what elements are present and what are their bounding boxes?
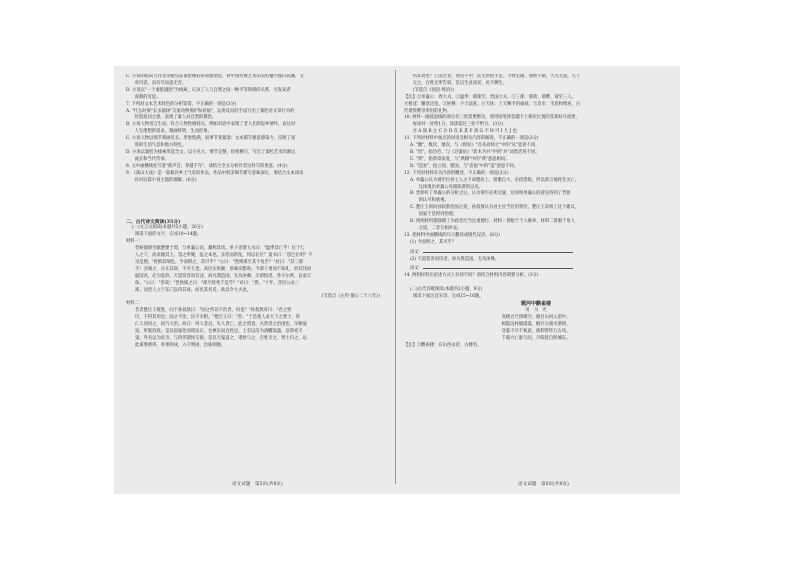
text-line: 你对这篇小说主题的理解。(6分) <box>126 177 197 183</box>
question-13-2-answer <box>404 263 668 273</box>
text-line: 【注】①单襄公：周大夫。②温季：即郤至，晋国大夫。③三郤：郤锜、郤犨、郤至三人。 <box>404 94 576 100</box>
material-2-line: 退，听狱治政，是以国家治而刑法正，仓廪实而百姓足，上有以洁为酒醴粢盛，以祭祀天 <box>135 329 303 334</box>
material-2-continued <box>404 74 668 115</box>
text-line: 9. 《蒿山大戏》是一篇极具乡土气息的作品，作品中很多细节描写意味深长，请结合文本谈谈 <box>126 170 304 176</box>
text-line: 代诸侯聘享所用的礼物。 <box>404 108 452 114</box>
option-line: 的认可和重视。 <box>410 198 449 204</box>
left-page <box>126 74 390 478</box>
text-line: 章内容，而有尽而意无穷。 <box>126 80 187 86</box>
text-line: B. 小说人物语言生动，符合人物性格特点。例如对话中表现了老人们的思乡情怀，表达对 <box>126 122 296 128</box>
text-line: 人生理想的追求，刻画鲜明，生动形象。 <box>126 129 212 135</box>
poem-author: 司 马 光 <box>525 308 547 313</box>
question-10-cont: 每涂对一处给1分，涂黑超过三处不给分。(3分) <box>404 122 504 128</box>
text-line: D. 小说以"一个秦腔剧团"为线索，记录了人与自然之间一种平等和谐的关系，引发读者 <box>126 87 291 93</box>
sub1-intro: 阅读下面的文字，完成10~14题。 <box>135 232 202 238</box>
material-1-line: 郤。而晋人立于东门以待其成，而伏其名焉，欲以令大夫也。 <box>135 287 252 293</box>
text-line: 7. 下列对文本艺术特色的分析鉴赏，不正确的一项是(3分) <box>126 101 237 107</box>
poem-line: 高楼百尺倚晴空，极目山河入望中。 <box>501 314 571 320</box>
page-divider <box>395 70 396 484</box>
material-2-text <box>126 308 390 349</box>
material-1-line: 休。"公曰："善哉！"晋侯闻之曰："郤至将死于是乎？"对曰："然。"十年，晋厉公杀三 <box>135 280 300 286</box>
question-10-options: 吾 A 闻 B 之 C 兵 D 在 E 其 F 颈 G 不 H 可 I 久 J 也 <box>404 129 517 135</box>
material-1-label: 材料一： <box>126 239 144 245</box>
text-line: C. 小说的结局写作者亲眼见证秦腔精彩的表演情景，将中国传统艺术的美好魅力推向高潮，文 <box>126 74 304 79</box>
text-line: 厚的生活气息和地方特色。 <box>126 143 187 149</box>
translation-label: 译文： <box>410 266 423 272</box>
option-line: C. "典"，指典章法度，与"典籍"中的"典"意思相同。 <box>410 156 510 162</box>
material-2-line: 仁人而用之，国乃大治。故曰：得人者昌，失人者亡，此之谓也。夫贤者之治国也，早朝晏 <box>135 322 307 328</box>
question-14: 14. 两则材料在论述方式上有何不同？请结合材料内容简要分析。(3分) <box>404 273 539 279</box>
question-11: 11. 下列对材料中加点的词语及相关内容的解说，不正确的一项是(3分) <box>404 136 539 142</box>
sub1-title: (一)文言文阅读(本题共5小题，20分) <box>132 225 203 231</box>
poem-line: 登临不尽千秋意，俯仰常怀万古风。 <box>501 328 571 334</box>
question-11-options <box>404 143 668 171</box>
text-line: C. 小说人物以细节刻画见长，形象饱满，叙事节奏紧凑；文本描写极富感染力，反映了深 <box>126 136 296 142</box>
option-line: A. 单襄公认为郤至位居七人之下却想居上，骄傲自大，必招怨恨，所以预言他将会灭亡， <box>410 177 580 183</box>
poem-note: 【注】①鹳雀楼：在山西永济，古楼名。 <box>404 342 482 348</box>
answer-space <box>126 185 390 219</box>
text-line: 深刻的反思。 <box>126 94 161 100</box>
material-1-text <box>126 246 390 294</box>
sub2-intro: 阅读下面这首宋诗，完成15~16题。 <box>413 294 484 300</box>
option-line: 之道，二者互相补充。 <box>410 225 462 231</box>
text-line: ④慆淫：懈怠过度。⑤匪彝：不合法度。⑥天休：上天赐予的福禄。⑦皮币：毛皮和缯帛，古 <box>404 101 581 107</box>
translation-label: 译文： <box>410 249 423 255</box>
question-10: 10. 材料一画波浪线的部分有三处需要断句，请用铅笔将答题卡上相应位置的答案标号涂黑， <box>404 115 580 121</box>
option-line: 这体现出单襄公见微知著的远见。 <box>410 184 484 190</box>
material-1-source: (节选自《左传·僖公二十八年》) <box>321 294 380 300</box>
text-line: 8. 文中画横线处写道"那声音，穿越千年"，请结合全文分析作者这样写的用意。(4分) <box>126 163 288 169</box>
material-2-line: 鬼；外有以为皮币，与四邻诸侯交接。是以天鬼富之，诸侯与之，百姓亲之，贤士归之，以 <box>135 335 307 341</box>
footer-page-5: 语文试题 第5页(共8页) <box>232 482 283 487</box>
footer-page-6: 语文试题 第6页(共8页) <box>518 482 569 487</box>
material-2-label: 材料二： <box>126 301 144 307</box>
poem-line: 千载兴亡谁与问，夕阳犹自照城东。 <box>501 335 571 341</box>
material-1-line: 人之下，而求掩其上。怨之所聚，乱之本也。多怨而阶乱，何以在位？夏书曰：'怨岂在明？不 <box>135 253 313 259</box>
section-2-title: 二、古代诗文阅读(35分) <box>126 218 181 225</box>
answer-line <box>423 263 573 269</box>
material-1-line: 晋候使郤至献楚捷于周，与单襄公语，骤称其伐。单子语诸大夫曰："温季其亡乎！位于七 <box>135 246 305 252</box>
question-12-options <box>404 178 668 233</box>
poem-body <box>404 315 668 343</box>
material-1-line: 见是图。'将慎其细也。今而明之，其可乎？"公曰："然则郤至其不免乎？"对曰："其三郤 <box>135 259 304 265</box>
option-line: A. "骤"，数次、屡次，与《师说》"吾从而师之"中的"从"意思不同。 <box>410 143 540 149</box>
material-2-line: 臣，不得其用也；国之不治，民不亲附。"楚庄王曰："善。"于是使人求天下之贤士，得 <box>135 315 300 321</box>
option-line: C. 楚庄王询问孙叔敖治国之道，孙叔敖认为君主应当任用贤臣，楚庄王采纳了这个建议， <box>410 205 580 211</box>
answer-line <box>423 247 573 253</box>
option-line: B. "伐"，指功劳，与《过秦论》"斩木为兵"中的"兵"词类活用不同。 <box>410 149 540 155</box>
option-line: 国家于是得到治理。 <box>410 212 458 218</box>
poem-line: 树隐远村烟漠漠，帆开古渡水溶溶。 <box>501 321 571 327</box>
question-13-1: (1) 今而明之，其可乎？ <box>410 239 457 245</box>
text-line: 无主，百姓无所告诉，是以生灵涂炭，民不聊生。 <box>404 80 508 86</box>
text-line: 价值追问之感，表现了秦人对自然的敬畏。 <box>126 115 217 121</box>
right-page <box>404 74 668 478</box>
question-block-6-9 <box>126 74 390 185</box>
sub2-title: (二)古代诗歌阅读(本题共2小题，9分) <box>410 287 483 293</box>
material-2-line: 此谋事则得，举事则成，入守则固，出诛则强。 <box>135 342 226 348</box>
question-13: 13. 把材料中画横线的句子翻译成现代汉语。(8分) <box>404 232 500 238</box>
poem-title: 题河中鹳雀楼 <box>520 301 551 308</box>
option-line: B. 晋侯听了单襄公的分析之后，认为郤至必死无疑，这说明单襄公的意见得到了晋侯 <box>410 191 571 197</box>
text-line: D. 小说以秦腔为线索串起全文，以小见大，情节完整，结构精巧，写出了秦腔艺术的源远 <box>126 149 296 155</box>
material-1-line: 耻国君，必为乱阶。天道赏善而罚淫，故凡我造国，无从匪彝，无即慆淫，各守尔典，以承天 <box>135 273 312 279</box>
question-12: 12. 下列对材料有关内容的概述，不正确的一项是(3分) <box>404 170 509 176</box>
question-13-1-answer <box>404 247 668 257</box>
exam-sheet <box>114 66 680 494</box>
text-line: A. "什么时候"长多剧场"交流动物保护和祈福"，运用反问的手法写出了秦腔对文章行为的 <box>126 108 295 114</box>
text-line: 流长和当代传承。 <box>126 156 169 162</box>
material-2-line: 昔者楚庄王既胜，问于孙叔敖曰："国之所以不治者，何也？"孙叔敖对曰："君之贤 <box>135 308 292 314</box>
text-line: (节选自《国语·周语》) <box>404 87 454 93</box>
material-1-line: 乎！吾闻之，兵在其颈，不可久也。高位实疾颠，厚味实腊毒。今郤子勇而不知礼，矜其伐而 <box>135 266 312 272</box>
text-line: 何其贤也？亡国之君，刑罚不中，民无所措手足。今周室微，诸侯不朝，大夫无道，天下 <box>404 74 581 79</box>
option-line: D. 两则材料都强调了为政者应当注重德行，材料一着眼于个人修养，材料二着眼于用人 <box>410 219 576 225</box>
question-13-2: (2) 天道赏善而罚淫，故凡我造国，无从匪彝。 <box>410 256 500 262</box>
option-line: D. "造国"，指立国、建国，与"造福"中的"造"意思不同。 <box>410 163 519 169</box>
